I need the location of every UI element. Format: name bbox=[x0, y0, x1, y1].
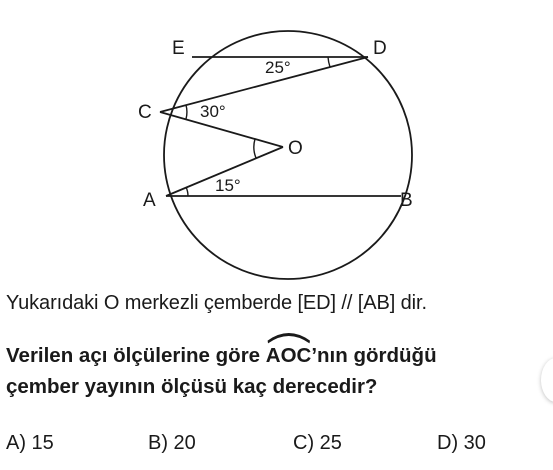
problem-statement: Yukarıdaki O merkezli çemberde [ED] // [AB] dir. bbox=[6, 292, 427, 314]
angle-label-C: 30° bbox=[200, 102, 226, 121]
point-label-E: E bbox=[172, 38, 185, 59]
question-part-1: Verilen açı ölçülerine göre bbox=[6, 344, 266, 367]
angle-arc-A bbox=[186, 187, 188, 196]
angle-arc-C bbox=[186, 105, 187, 119]
angle-arc-D bbox=[328, 57, 330, 67]
angle-arc-O bbox=[254, 139, 256, 158]
option-d[interactable]: D) 30 bbox=[437, 432, 486, 454]
point-label-C: C bbox=[138, 102, 152, 123]
segment-CD bbox=[160, 57, 368, 112]
angle-name: AOC bbox=[265, 344, 312, 367]
point-label-O: O bbox=[288, 138, 303, 159]
scroll-handle[interactable] bbox=[541, 358, 553, 402]
arc-notation bbox=[266, 340, 312, 371]
question-line-2: çember yayının ölçüsü kaç derecedir? bbox=[6, 375, 378, 398]
question-part-2: ’nın gördüğü bbox=[311, 344, 437, 367]
point-label-D: D bbox=[373, 38, 387, 59]
option-a[interactable]: A) 15 bbox=[6, 432, 54, 454]
point-label-A: A bbox=[143, 190, 156, 211]
option-b[interactable]: B) 20 bbox=[148, 432, 196, 454]
question-line-1 bbox=[6, 340, 437, 371]
angle-label-D: 25° bbox=[265, 58, 291, 77]
angle-label-A: 15° bbox=[215, 176, 241, 195]
point-label-B: B bbox=[400, 190, 413, 211]
option-c[interactable]: C) 25 bbox=[293, 432, 342, 454]
arc-hat-icon bbox=[266, 331, 312, 343]
question-text bbox=[6, 340, 437, 402]
